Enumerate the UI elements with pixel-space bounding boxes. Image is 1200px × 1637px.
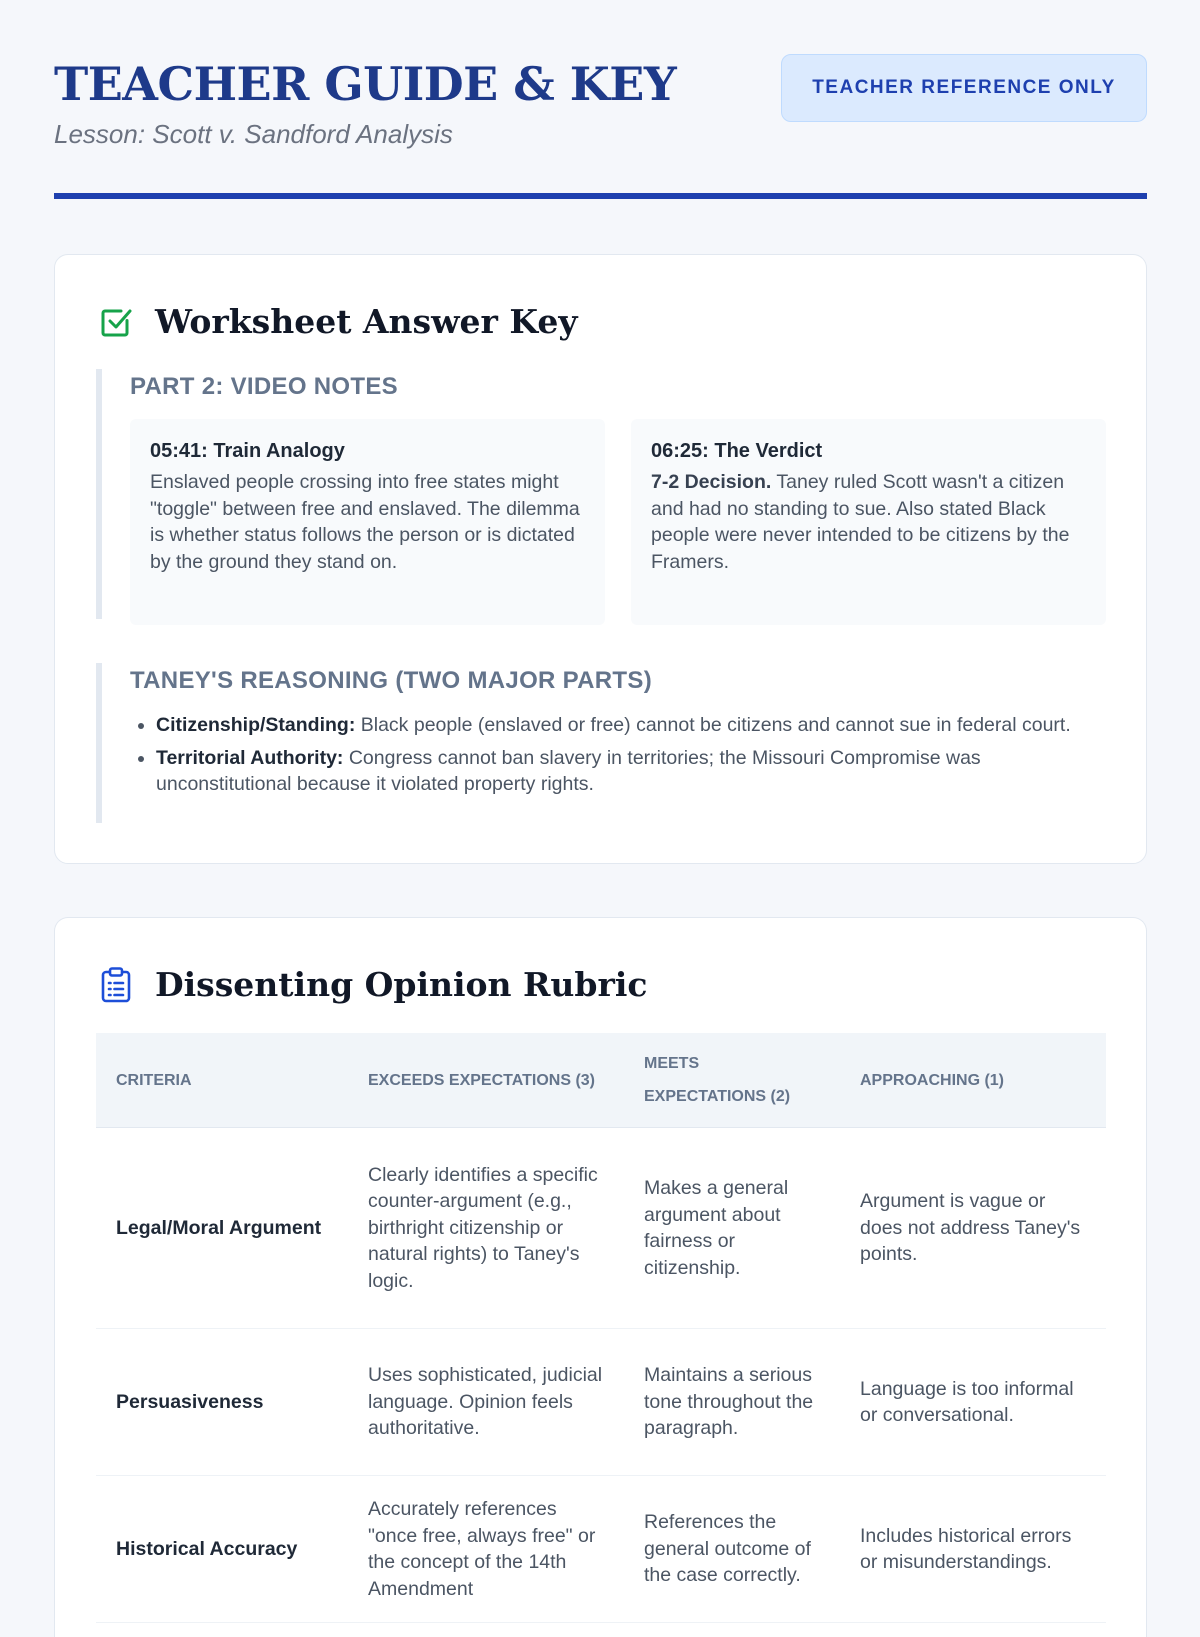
table-header-row [96,1033,1106,1128]
reasoning-term: Territorial Authority: [156,746,344,769]
video-notes-heading: PART 2: VIDEO NOTES [130,373,398,400]
meets-cell: Makes a general argument about fairness or citizenship. [624,1128,840,1329]
meets-cell: References the general outcome of the case correctly. [624,1476,840,1623]
rubric-table [96,1033,1106,1623]
note-title: 05:41: Train Analogy [150,440,345,462]
list-item [156,712,1106,739]
lesson-subtitle: Lesson: Scott v. Sandford Analysis [54,119,453,149]
answer-key-title-row [97,299,578,345]
table-row [96,1128,1106,1329]
answer-key-title: Worksheet Answer Key [155,302,578,341]
reasoning-list [130,712,1106,798]
exceeds-cell: Uses sophisticated, judicial language. Opinion feels authoritative. [348,1329,624,1476]
exceeds-cell: Accurately references "once free, always free" or the concept of the 14th Amendment [348,1476,624,1623]
teacher-guide-page [54,0,1147,1600]
note-card-verdict [631,419,1106,625]
approaching-cell: Language is too informal or conversational. [840,1329,1106,1476]
video-notes-section [96,369,1106,619]
table-row [96,1329,1106,1476]
answer-key-card [54,254,1147,864]
approaching-cell: Includes historical errors or misunderstandings. [840,1476,1106,1623]
column-header: EXCEEDS EXPECTATIONS (3) [348,1033,624,1128]
list-item [156,745,1106,798]
exceeds-cell: Clearly identifies a specific counter-argument (e.g., birthright citizenship or natural rights) to Taney's logic. [348,1128,624,1329]
page-title: TEACHER GUIDE & KEY [54,57,677,111]
checkbox-check-icon [97,303,135,341]
note-text: Taney ruled Scott wasn't a citizen and had no standing to sue. Also stated Black people were never intended to be citizens by the Framers. [651,471,1070,573]
rubric-title: Dissenting Opinion Rubric [155,965,648,1004]
header-divider [54,193,1147,199]
meets-cell: Maintains a serious tone throughout the paragraph. [624,1329,840,1476]
video-notes-grid [130,419,1106,625]
note-lead: 7-2 Decision. [651,471,772,493]
page-header [54,0,1147,200]
approaching-cell: Argument is vague or does not address Taney's points. [840,1128,1106,1329]
reasoning-text: Black people (enslaved or free) cannot be citizens and cannot sue in federal court. [360,714,1071,736]
criteria-cell: Historical Accuracy [96,1476,348,1623]
rubric-title-row [97,962,648,1008]
reasoning-term: Citizenship/Standing: [156,714,356,736]
criteria-cell: Persuasiveness [96,1329,348,1476]
column-header: APPROACHING (1) [840,1033,1106,1128]
note-card-train-analogy [130,419,605,625]
teacher-reference-badge: TEACHER REFERENCE ONLY [781,54,1147,122]
column-header: CRITERIA [96,1033,348,1128]
note-title: 06:25: The Verdict [651,440,823,462]
note-body [651,469,1086,575]
column-header: MEETS EXPECTATIONS (2) [624,1033,840,1128]
note-body: Enslaved people crossing into free states might "toggle" between free and enslaved. The dilemma is whether status follows the person or is dictated by the ground they stand on. [150,471,580,573]
criteria-cell: Legal/Moral Argument [96,1128,348,1329]
reasoning-text: Congress cannot ban slavery in territories; the Missouri Compromise was unconstitutional because it violated property rights. [156,746,981,795]
clipboard-list-icon [97,966,135,1004]
rubric-card [54,917,1147,1637]
reasoning-section [96,663,1106,823]
reasoning-heading: TANEY'S REASONING (TWO MAJOR PARTS) [130,667,652,694]
table-row [96,1476,1106,1623]
